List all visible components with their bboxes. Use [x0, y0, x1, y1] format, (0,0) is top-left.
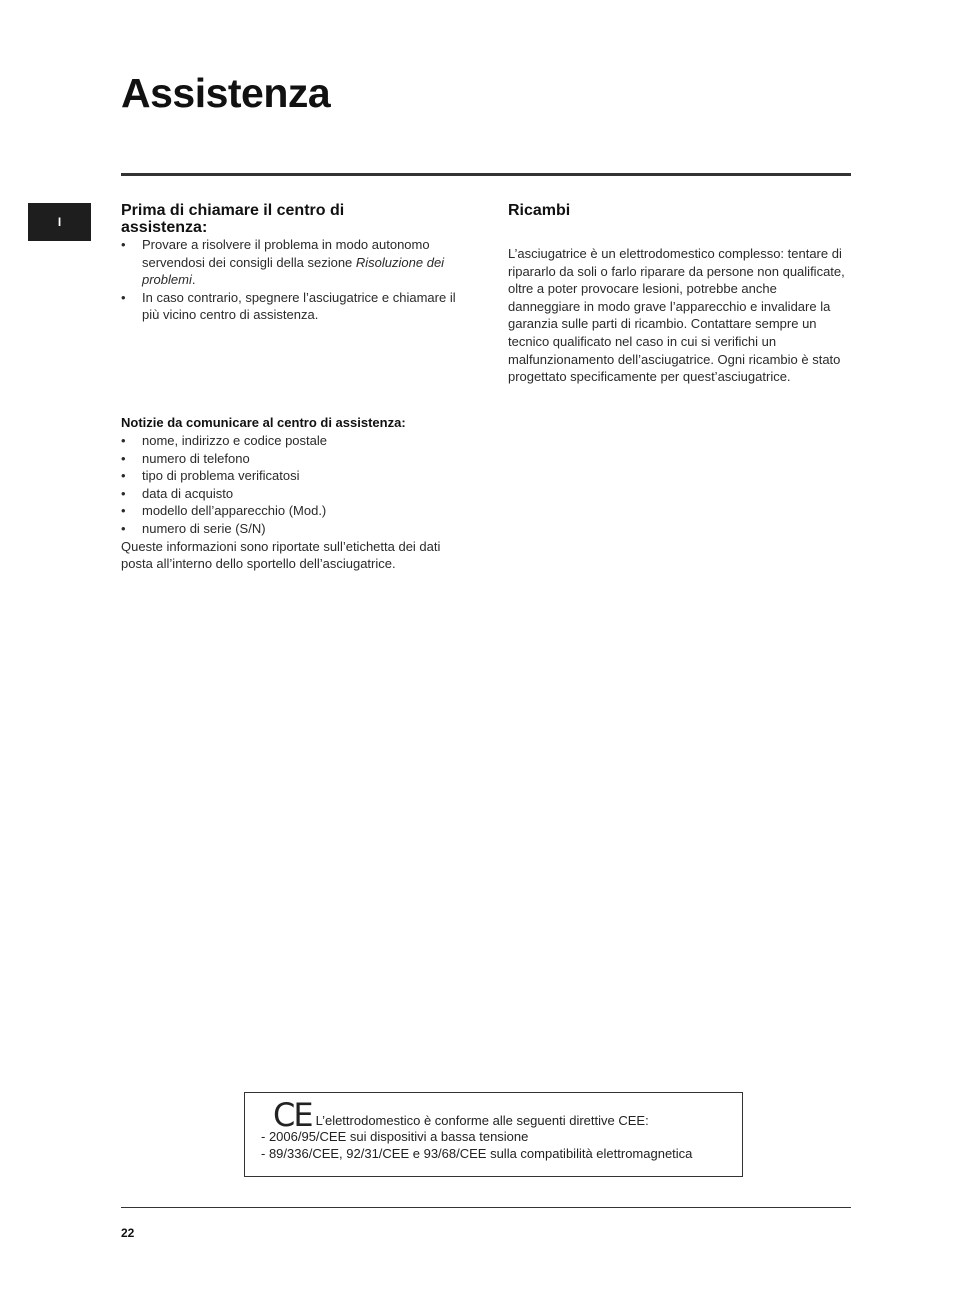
language-tab	[28, 203, 91, 241]
info-to-provide-list	[121, 432, 466, 538]
list-item	[121, 236, 466, 289]
page-number: 22	[121, 1226, 135, 1240]
list-item-text: In caso contrario, spegnere l’asciugatrice e chiamare il più vicino centro di assistenza.	[142, 289, 456, 323]
ce-directive-emc: - 89/336/CEE, 92/31/CEE e 93/68/CEE sulla compatibilità elettromagnetica	[261, 1145, 693, 1161]
ce-compliance-box	[244, 1092, 743, 1177]
list-item: • data di acquisto	[121, 485, 466, 503]
page-title: Assistenza	[121, 70, 331, 116]
language-tab-label: I	[57, 215, 62, 229]
spare-parts-heading: Ricambi	[508, 202, 571, 219]
list-item: • numero di serie (S/N)	[121, 520, 466, 538]
list-item: • modello dell’apparecchio (Mod.)	[121, 502, 466, 520]
list-item: • numero di telefono	[121, 450, 466, 468]
list-item	[121, 289, 466, 324]
ce-mark-icon: CE	[273, 1096, 312, 1134]
before-calling-heading-line2: assistenza:	[121, 219, 208, 236]
spare-parts-text: L’asciugatrice è un elettrodomestico complesso: tentare di ripararlo da soli o farlo riparare da persone non qualificate, oltre a poter provocare lesioni, potrebbe anche danneggiare in modo grave l’apparecchio e invalidare la garanzia sulle parti di ricambio. Contattare sempre un tecnico qualificato nel caso in cui si verifichi un malfunzionamento dell’asciugatrice. Ogni ricambio è stato progettato specificamente per quest’asciugatrice.	[508, 246, 845, 385]
list-item: • tipo di problema verificatosi	[121, 467, 466, 485]
section-reference: Risoluzione dei problemi	[142, 254, 445, 288]
list-item-text-end: .	[191, 272, 196, 288]
bottom-divider	[121, 1207, 851, 1208]
list-item: • nome, indirizzo e codice postale	[121, 432, 466, 450]
before-calling-list	[121, 236, 466, 324]
list-item-text: Provare a risolvere il problema in modo autonomo servendosi dei consigli della sezione	[142, 237, 430, 270]
spare-parts-section	[508, 202, 851, 386]
info-to-provide-heading: Notizie da comunicare al centro di assistenza:	[121, 415, 406, 430]
info-to-provide-section	[121, 414, 466, 573]
info-location-note: Queste informazioni sono riportate sull’etichetta dei dati posta all’interno dello sportello dell’asciugatrice.	[121, 538, 441, 572]
ce-directive-low-voltage: - 2006/95/CEE sui dispositivi a bassa tensione	[261, 1129, 529, 1144]
before-calling-heading	[121, 202, 466, 236]
ce-intro: L’elettrodomestico è conforme alle seguenti direttive CEE:	[315, 1112, 649, 1128]
before-calling-section	[121, 202, 466, 324]
top-divider	[121, 173, 851, 176]
before-calling-heading-line1: Prima di chiamare il centro di	[121, 202, 345, 219]
